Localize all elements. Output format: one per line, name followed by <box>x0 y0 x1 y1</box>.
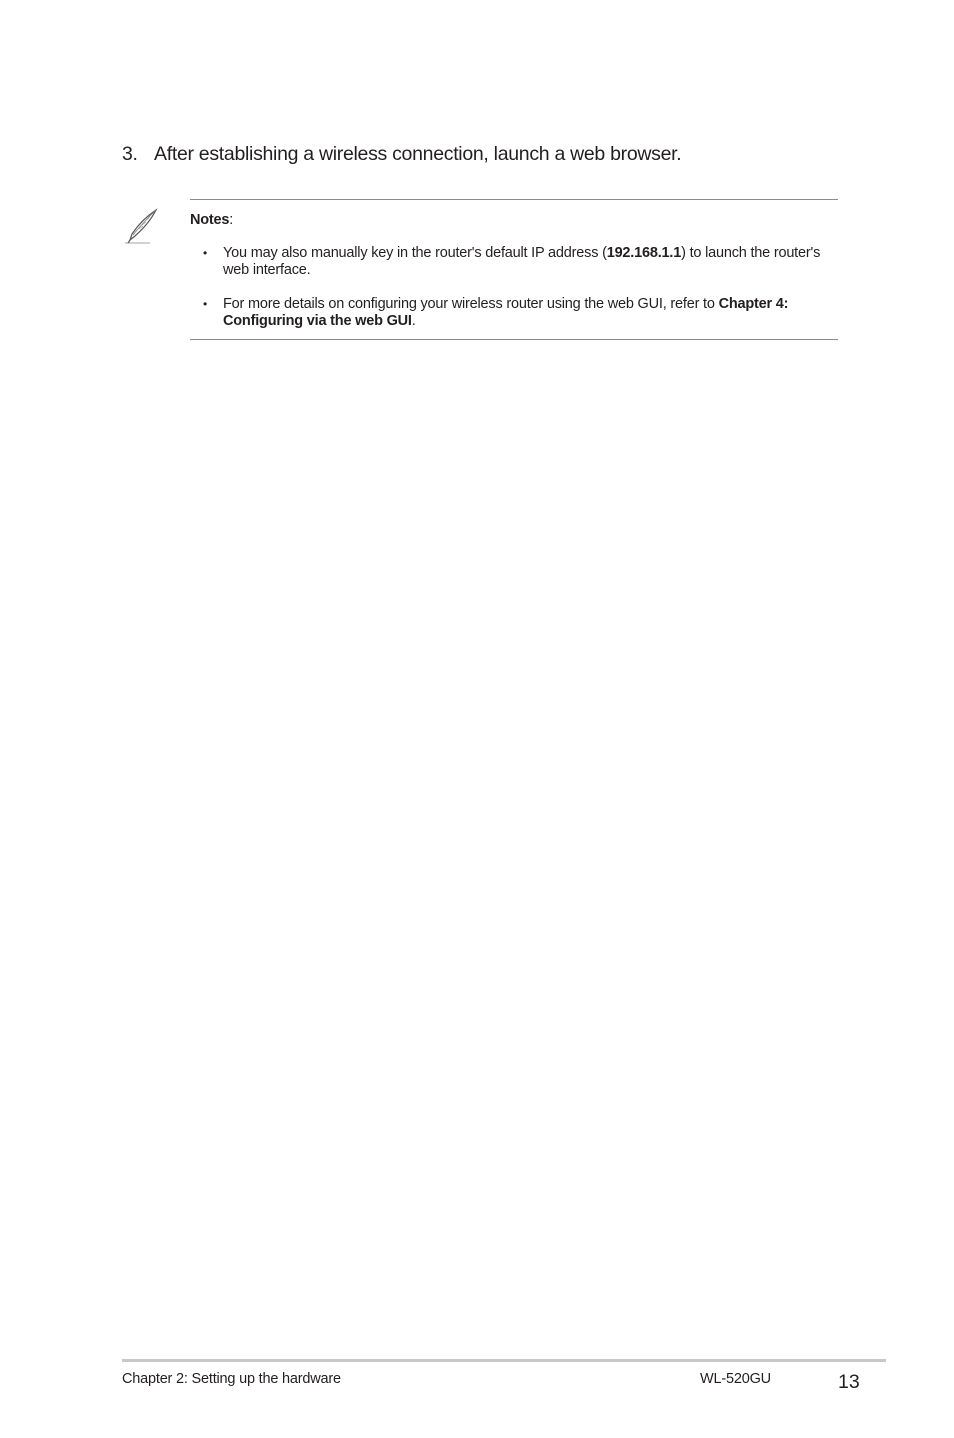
footer-divider <box>122 1359 886 1362</box>
chapter-reference: Chapter 4: Configuring via the web GUI <box>223 296 789 329</box>
note-text-2: For more details on configuring your wireless router using the web GUI, refer to Chapter 4: Configuring via the web GUI. <box>223 296 789 329</box>
bullet-dot: • <box>203 297 208 311</box>
bullet-dot: • <box>203 246 208 260</box>
notes-box <box>190 199 838 340</box>
page-number: 13 <box>838 1371 860 1393</box>
step-3 <box>122 143 681 166</box>
footer-model: WL-520GU <box>700 1371 771 1387</box>
pen-icon <box>122 208 160 246</box>
step-text: After establishing a wireless connection, launch a web browser. <box>154 143 682 165</box>
notes-title: Notes: <box>190 212 234 228</box>
note-text-1: You may also manually key in the router's default IP address (192.168.1.1) to launch the router's web interface. <box>223 245 821 278</box>
step-number: 3. <box>122 143 138 165</box>
footer-chapter: Chapter 2: Setting up the hardware <box>122 1371 341 1387</box>
ip-address: 192.168.1.1 <box>606 245 682 261</box>
